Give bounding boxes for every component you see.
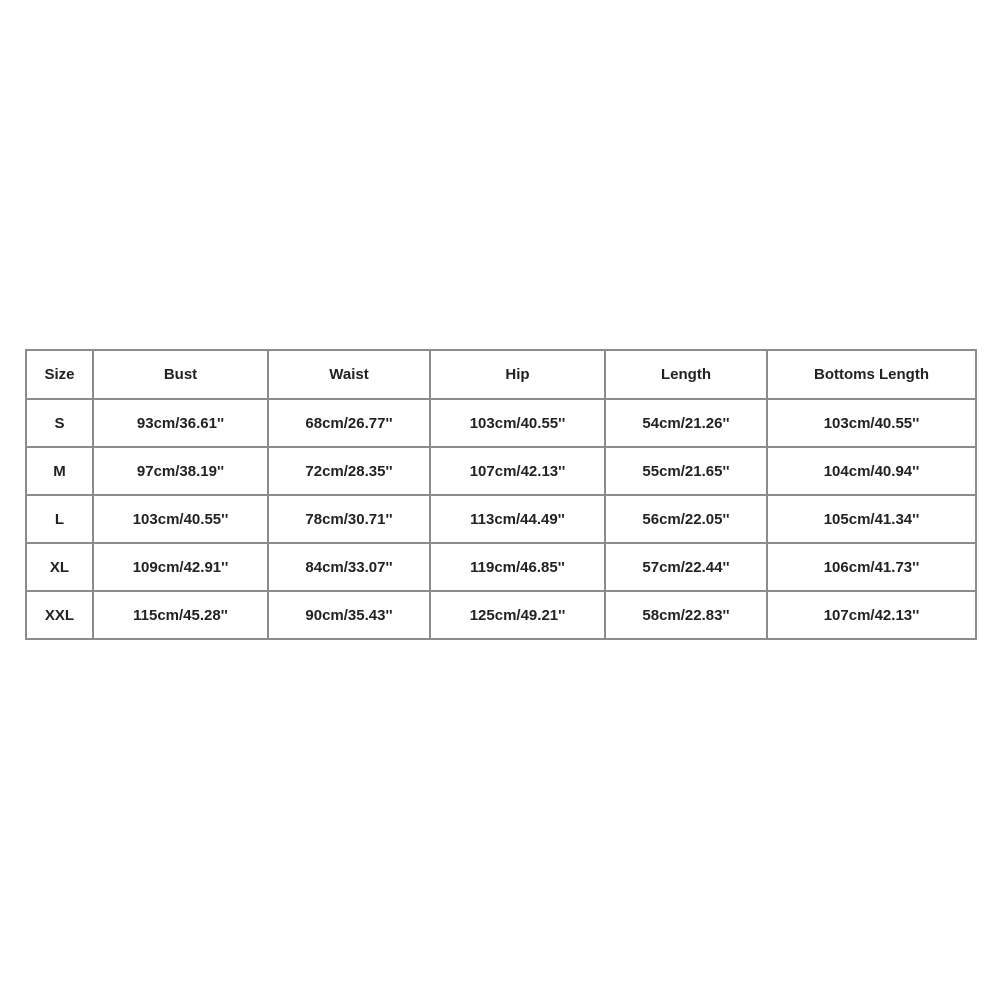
bust-cell: 93cm/36.61'' xyxy=(93,399,268,447)
table-row xyxy=(26,591,976,639)
length-cell: 57cm/22.44'' xyxy=(605,543,767,591)
length-cell: 54cm/21.26'' xyxy=(605,399,767,447)
header-row xyxy=(26,350,976,399)
hip-cell: 125cm/49.21'' xyxy=(430,591,605,639)
hip-cell: 113cm/44.49'' xyxy=(430,495,605,543)
table-header xyxy=(26,350,976,399)
table-row xyxy=(26,447,976,495)
header-bust: Bust xyxy=(93,350,268,399)
header-hip: Hip xyxy=(430,350,605,399)
bottoms-length-cell: 104cm/40.94'' xyxy=(767,447,976,495)
size-cell: L xyxy=(26,495,93,543)
bottoms-length-cell: 107cm/42.13'' xyxy=(767,591,976,639)
bottoms-length-cell: 105cm/41.34'' xyxy=(767,495,976,543)
bottoms-length-cell: 106cm/41.73'' xyxy=(767,543,976,591)
bust-cell: 109cm/42.91'' xyxy=(93,543,268,591)
length-cell: 56cm/22.05'' xyxy=(605,495,767,543)
header-size: Size xyxy=(26,350,93,399)
size-cell: XXL xyxy=(26,591,93,639)
bust-cell: 103cm/40.55'' xyxy=(93,495,268,543)
hip-cell: 107cm/42.13'' xyxy=(430,447,605,495)
header-bottoms-length: Bottoms Length xyxy=(767,350,976,399)
waist-cell: 72cm/28.35'' xyxy=(268,447,430,495)
waist-cell: 84cm/33.07'' xyxy=(268,543,430,591)
length-cell: 55cm/21.65'' xyxy=(605,447,767,495)
size-chart-table xyxy=(25,349,977,640)
header-length: Length xyxy=(605,350,767,399)
bottoms-length-cell: 103cm/40.55'' xyxy=(767,399,976,447)
length-cell: 58cm/22.83'' xyxy=(605,591,767,639)
header-waist: Waist xyxy=(268,350,430,399)
waist-cell: 68cm/26.77'' xyxy=(268,399,430,447)
bust-cell: 115cm/45.28'' xyxy=(93,591,268,639)
bust-cell: 97cm/38.19'' xyxy=(93,447,268,495)
hip-cell: 119cm/46.85'' xyxy=(430,543,605,591)
waist-cell: 78cm/30.71'' xyxy=(268,495,430,543)
table-row xyxy=(26,495,976,543)
size-cell: XL xyxy=(26,543,93,591)
table-body xyxy=(26,399,976,639)
table-row xyxy=(26,399,976,447)
waist-cell: 90cm/35.43'' xyxy=(268,591,430,639)
hip-cell: 103cm/40.55'' xyxy=(430,399,605,447)
size-cell: S xyxy=(26,399,93,447)
table-row xyxy=(26,543,976,591)
size-cell: M xyxy=(26,447,93,495)
